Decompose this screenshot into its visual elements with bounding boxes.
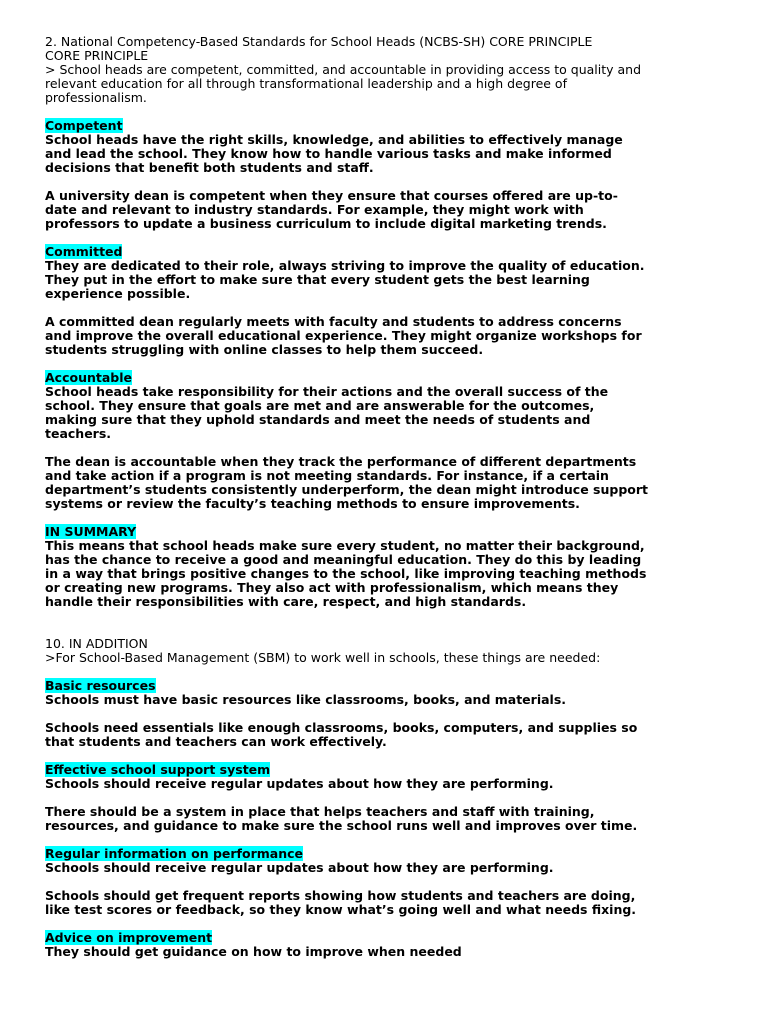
competent-description: School heads have the right skills, knowledge, and abilities to effectively manage and lead the school. They know how to handle various tasks and make informed decisions that benefit both students and staff. [45,132,623,175]
summary-paragraph: This means that school heads make sure every student, no matter their background, has the chance to receive a good and meaningful education. They do this by leading in a way that brings positive changes to the school, like improving teaching methods or creating new programs. They also act with professionalism, which means they handle their responsibilities with care, respect, and high standards. [45,538,647,609]
competent-example: A university dean is competent when they ensure that courses offered are up-to- date and relevant to industry standards. For example, they might work with professors to update a business curriculum to include digital marketing trends. [45,188,618,231]
basic-resources-text: Schools must have basic resources like classrooms, books, and materials. [45,692,567,707]
heading-accountable: Accountable [45,370,132,385]
section-title-ncbs: 2. National Competency-Based Standards for School Heads (NCBS-SH) CORE PRINCIPLE CORE PRINCIPLE [45,34,593,63]
performance-info-text: Schools should receive regular updates about how they are performing. [45,860,554,875]
heading-competent: Competent [45,118,123,133]
advice-improvement-text: They should get guidance on how to improve when needed [45,944,462,959]
heading-support-system: Effective school support system [45,762,271,777]
heading-performance-info: Regular information on performance [45,846,303,861]
sbm-intro: >For School-Based Management (SBM) to work well in schools, these things are needed: [45,650,601,665]
committed-description: They are dedicated to their role, always striving to improve the quality of education. They put in the effort to make sure that every student gets the best learning experience possible. [45,258,645,301]
basic-resources-detail: Schools need essentials like enough classrooms, books, computers, and supplies so that students and teachers can work effectively. [45,720,638,749]
heading-in-summary: IN SUMMARY [45,524,137,539]
heading-committed: Committed [45,244,123,259]
support-system-text: Schools should receive regular updates about how they are performing. [45,776,554,791]
heading-basic-resources: Basic resources [45,678,156,693]
accountable-example: The dean is accountable when they track the performance of different departments and take action if a program is not meeting standards. For instance, if a certain department’s students consistently underperform, the dean might introduce support systems or review the faculty’s teaching methods to ensure improvements. [45,454,648,511]
heading-advice-improvement: Advice on improvement [45,930,213,945]
accountable-description: School heads take responsibility for their actions and the overall success of the school. They ensure that goals are met and are answerable for the outcomes, making sure that they uphold standards and meet the needs of students and teachers. [45,384,609,441]
performance-info-detail: Schools should get frequent reports showing how students and teachers are doing, like test scores or feedback, so they know what’s going well and what needs fixing. [45,888,637,917]
committed-example: A committed dean regularly meets with faculty and students to address concerns and improve the overall educational experience. They might organize workshops for students struggling with online classes to help them succeed. [45,314,642,357]
document-page [45,35,745,959]
core-principle-statement: > School heads are competent, committed, and accountable in providing access to quality and relevant education for all through transformational leadership and a high degree of professionalism. [45,62,642,105]
section-title-in-addition: 10. IN ADDITION [45,636,148,651]
support-system-detail: There should be a system in place that helps teachers and staff with training, resources, and guidance to make sure the school runs well and improves over time. [45,804,638,833]
